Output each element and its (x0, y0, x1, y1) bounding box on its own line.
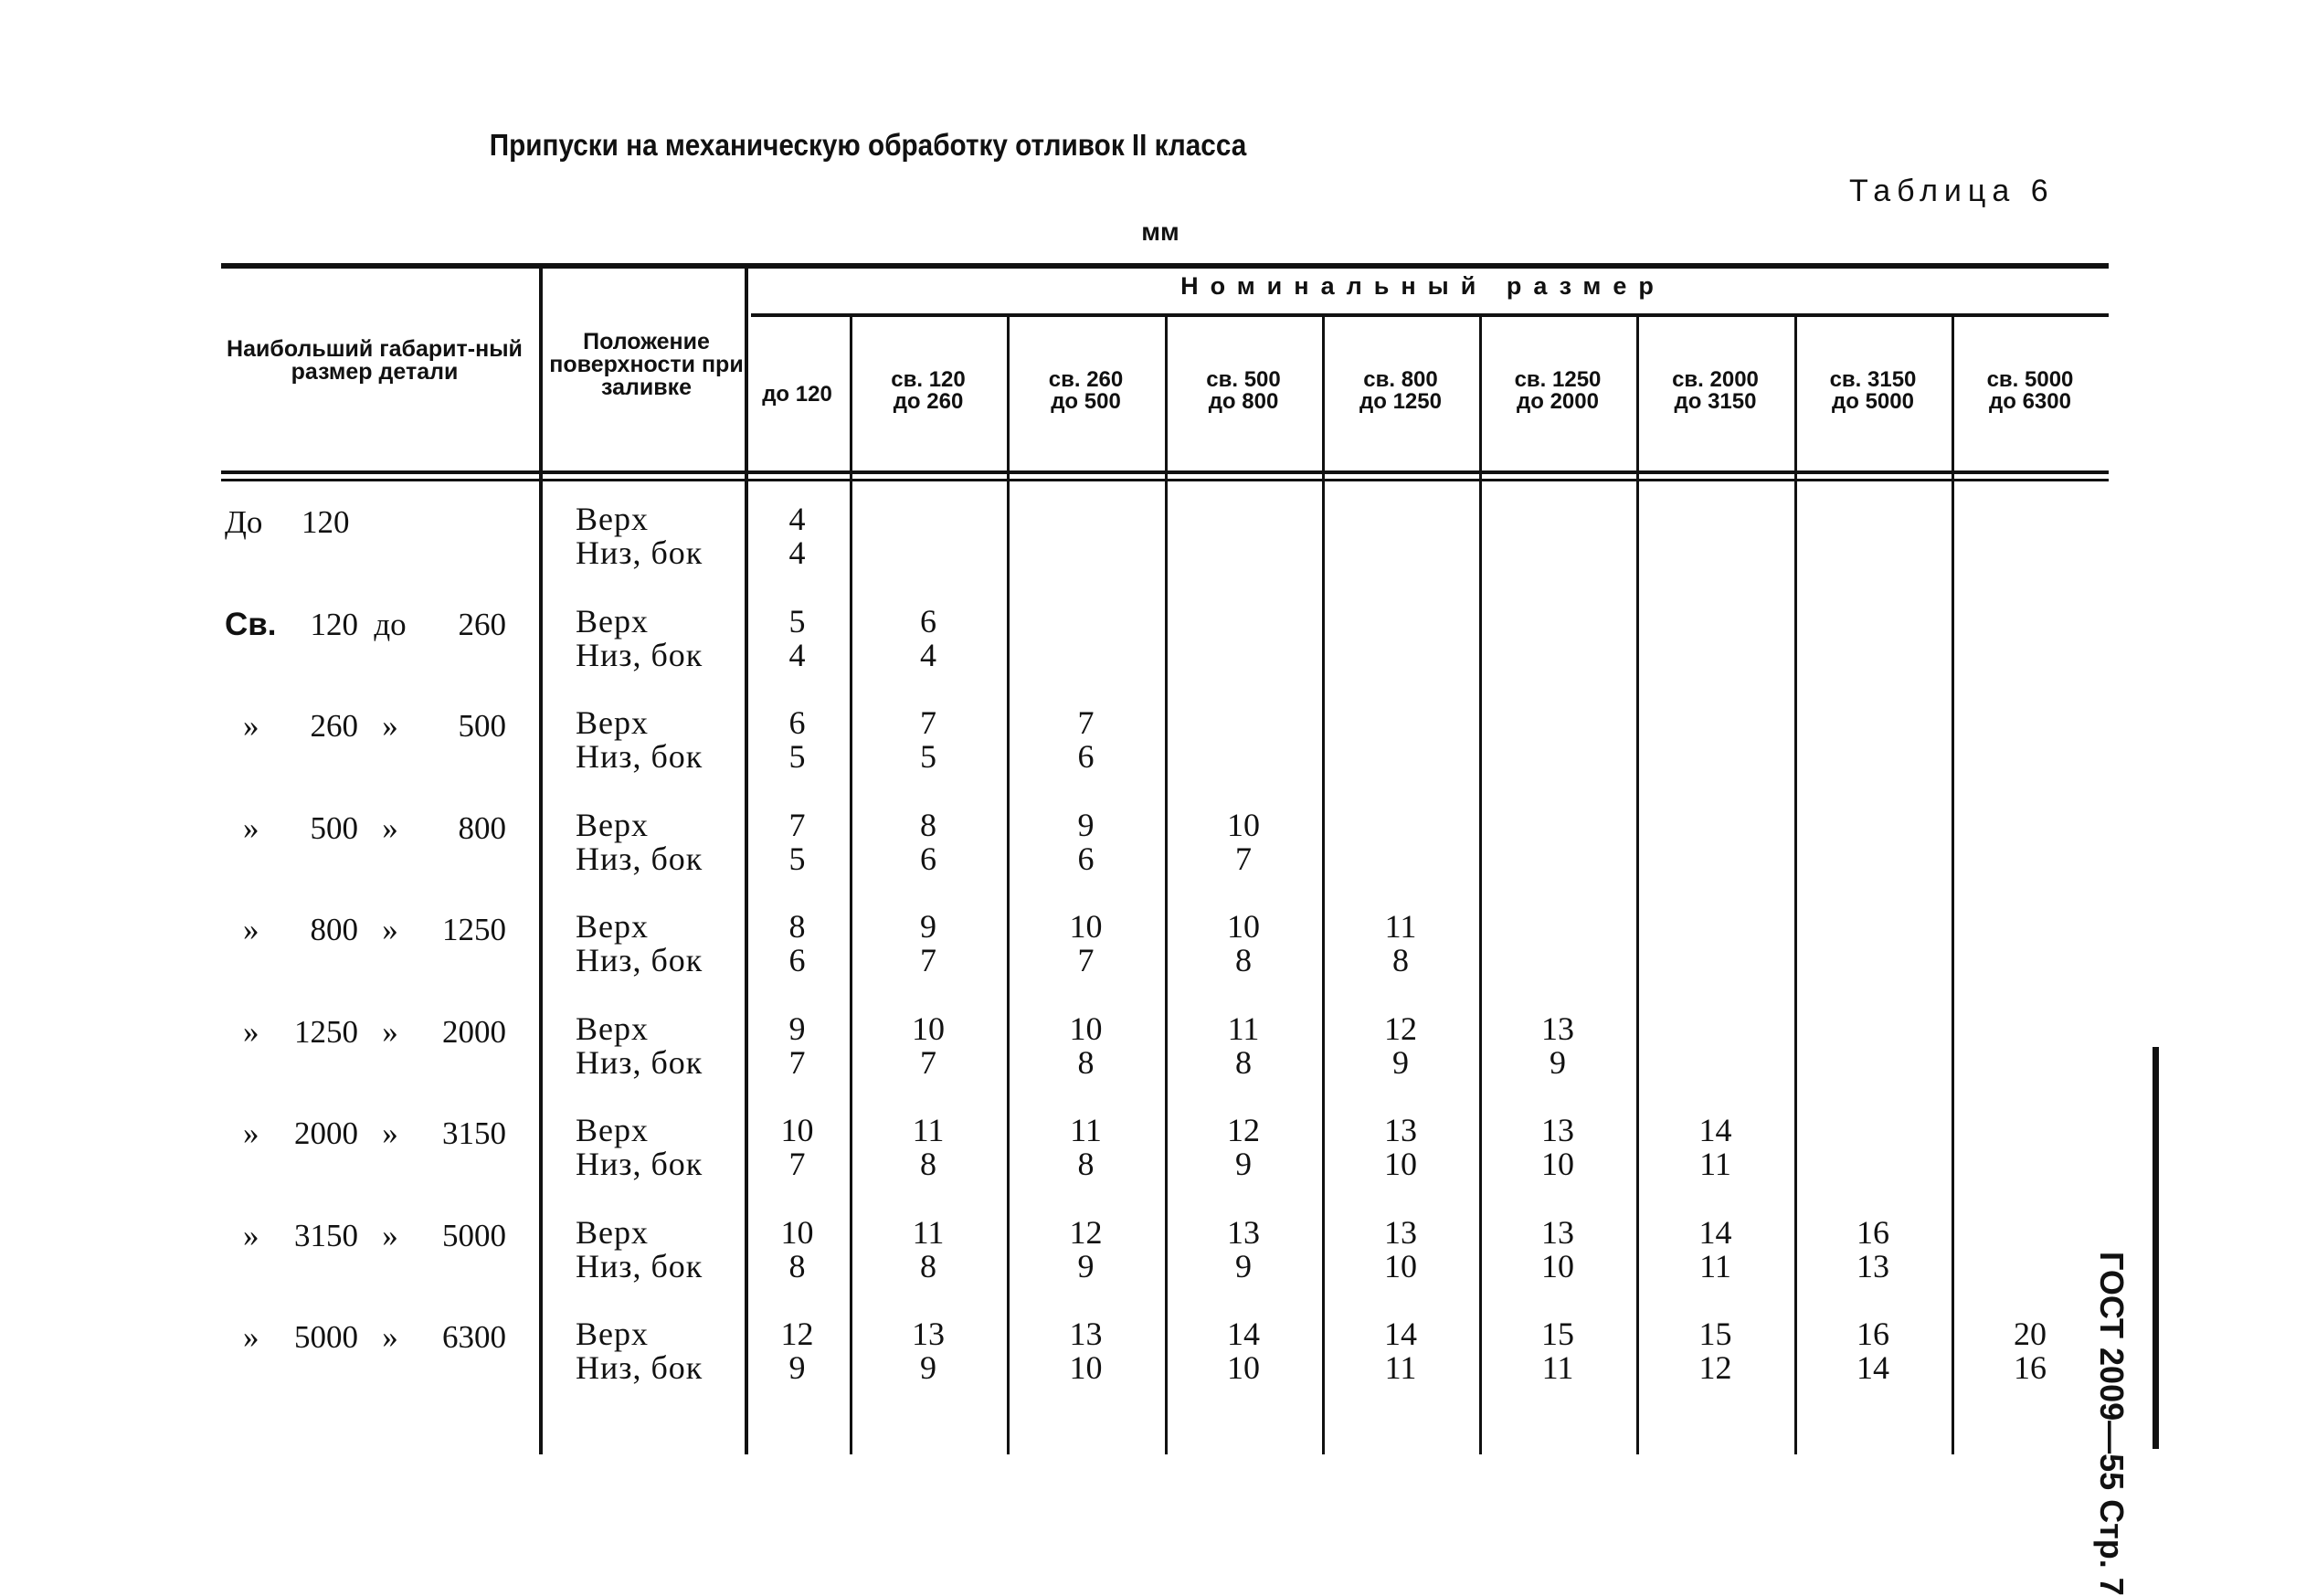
row-size-to: 3150 (442, 1115, 506, 1151)
cell-value-bottom: 12 (1698, 1349, 1732, 1386)
row-position-top: Верх (576, 1112, 649, 1148)
cell-value-top: 9 (920, 908, 936, 945)
row-size-to: 1250 (442, 912, 506, 947)
nominal-column-header: св. 120 до 260 (891, 367, 966, 414)
cell-value-bottom: 10 (1541, 1146, 1574, 1182)
cell-value-bottom: 8 (1077, 1146, 1095, 1182)
cell-value-top: 16 (1856, 1213, 1889, 1251)
row-size-mid: » (382, 1319, 398, 1355)
cell-value-top: 10 (1227, 806, 1260, 843)
nominal-column-header: до 120 (762, 382, 832, 407)
cell-value-top: 14 (1698, 1213, 1732, 1251)
row-size-from: 3150 (294, 1217, 358, 1253)
cell-value-bottom: 5 (788, 738, 806, 775)
row-size-prefix: » (243, 708, 259, 744)
cell-value-bottom: 9 (1235, 1247, 1252, 1284)
cell-value-top: 9 (1077, 806, 1095, 843)
nominal-column-header: св. 260 до 500 (1048, 367, 1124, 414)
nominal-column-header: св. 2000 до 3150 (1672, 367, 1759, 414)
cell-value-bottom: 13 (1856, 1247, 1889, 1284)
table-title: Припуски на механическую обработку отливок II класса (489, 128, 1247, 162)
column-rule (1007, 317, 1010, 1454)
cell-value-top: 6 (788, 704, 806, 741)
cell-value-top: 13 (1384, 1112, 1417, 1148)
row-position-bottom: Низ, бок (576, 636, 703, 673)
cell-value-top: 10 (912, 1009, 945, 1047)
row-size-from: 120 (301, 504, 350, 540)
row-size-prefix: Св. (225, 606, 277, 642)
row-size-prefix: » (243, 1013, 259, 1050)
cell-value-top: 10 (1069, 908, 1103, 945)
cell-value-bottom: 9 (1550, 1043, 1566, 1081)
cell-value-bottom: 7 (788, 1043, 806, 1081)
row-size-prefix: До (225, 504, 263, 540)
cell-value-bottom: 6 (920, 840, 936, 877)
cell-value-top: 7 (788, 806, 806, 843)
cell-value-top: 13 (1541, 1213, 1574, 1251)
cell-value-top: 12 (1069, 1213, 1103, 1251)
cell-value-top: 11 (912, 1112, 945, 1148)
cell-value-bottom: 8 (1392, 942, 1409, 978)
cell-value-bottom: 10 (1384, 1146, 1417, 1182)
cell-value-bottom: 8 (920, 1247, 936, 1284)
cell-value-bottom: 11 (1699, 1146, 1731, 1182)
cell-value-bottom: 14 (1856, 1349, 1889, 1386)
row-size-prefix: » (243, 809, 259, 846)
cell-value-top: 15 (1541, 1316, 1574, 1352)
cell-value-top: 10 (780, 1112, 814, 1148)
row-size-prefix: » (243, 1115, 259, 1151)
cell-value-bottom: 6 (1077, 840, 1095, 877)
nominal-column-header: св. 500 до 800 (1206, 367, 1281, 414)
row-size-mid: » (382, 1115, 398, 1151)
row-size-to: 500 (458, 708, 506, 744)
cell-value-top: 5 (788, 602, 806, 639)
table-top-rule (221, 263, 2109, 269)
header-surface-position: Положение поверхности при заливке (549, 329, 744, 400)
cell-value-top: 11 (912, 1213, 945, 1251)
cell-value-top: 8 (920, 806, 936, 843)
cell-value-bottom: 9 (1392, 1043, 1409, 1081)
cell-value-bottom: 7 (920, 942, 936, 978)
side-page-note: ГОСТ 2009—55 Стр. 7 (2093, 1252, 2131, 1596)
cell-value-bottom: 9 (1077, 1247, 1095, 1284)
cell-value-top: 10 (780, 1213, 814, 1251)
row-size-mid: до (374, 606, 407, 642)
row-position-bottom: Низ, бок (576, 534, 703, 571)
row-position-top: Верх (576, 1213, 649, 1251)
cell-value-bottom: 11 (1384, 1349, 1417, 1386)
cell-value-bottom: 10 (1384, 1247, 1417, 1284)
row-size-from: 500 (310, 809, 358, 846)
cell-value-top: 13 (1541, 1009, 1574, 1047)
cell-value-top: 16 (1856, 1316, 1889, 1352)
cell-value-bottom: 7 (1077, 942, 1095, 978)
cell-value-bottom: 4 (788, 636, 806, 673)
row-size-from: 1250 (294, 1013, 358, 1050)
cell-value-bottom: 8 (920, 1146, 936, 1182)
column-rule (1322, 317, 1325, 1454)
row-size-prefix: » (243, 1319, 259, 1355)
cell-value-bottom: 6 (788, 942, 806, 978)
cell-value-bottom: 9 (1235, 1146, 1252, 1182)
row-position-top: Верх (576, 602, 649, 639)
header-detail-size: Наибольший габарит-ный размер детали (227, 336, 523, 385)
row-position-bottom: Низ, бок (576, 1146, 703, 1182)
cell-value-bottom: 16 (2014, 1349, 2047, 1386)
cell-value-top: 14 (1698, 1112, 1732, 1148)
row-size-to: 2000 (442, 1013, 506, 1050)
cell-value-bottom: 7 (920, 1043, 936, 1081)
cell-value-top: 6 (920, 602, 936, 639)
cell-value-top: 10 (1227, 908, 1260, 945)
column-rule (539, 263, 543, 1454)
cell-value-top: 13 (912, 1316, 945, 1352)
cell-value-top: 15 (1698, 1316, 1732, 1352)
cell-value-top: 10 (1069, 1009, 1103, 1047)
row-size-mid: » (382, 809, 398, 846)
cell-value-bottom: 10 (1541, 1247, 1574, 1284)
cell-value-top: 12 (1227, 1112, 1260, 1148)
row-position-bottom: Низ, бок (576, 1247, 703, 1284)
nominal-column-header: св. 1250 до 2000 (1514, 367, 1602, 414)
cell-value-top: 8 (788, 908, 806, 945)
row-size-from: 2000 (294, 1115, 358, 1151)
column-rule (850, 317, 852, 1454)
cell-value-top: 13 (1384, 1213, 1417, 1251)
row-position-top: Верх (576, 1316, 649, 1352)
cell-value-bottom: 10 (1069, 1349, 1103, 1386)
cell-value-bottom: 4 (788, 534, 806, 571)
row-position-top: Верх (576, 806, 649, 843)
row-size-prefix: » (243, 1217, 259, 1253)
nominal-column-header: св. 3150 до 5000 (1829, 367, 1917, 414)
row-size-mid: » (382, 1217, 398, 1253)
column-rule (1479, 317, 1482, 1454)
nominal-column-header: св. 800 до 1250 (1359, 367, 1442, 414)
side-margin-rule (2153, 1047, 2159, 1449)
row-position-bottom: Низ, бок (576, 1349, 703, 1386)
cell-value-top: 20 (2014, 1316, 2047, 1352)
cell-value-bottom: 7 (788, 1146, 806, 1182)
cell-value-bottom: 8 (1235, 942, 1252, 978)
cell-value-top: 13 (1541, 1112, 1574, 1148)
row-position-bottom: Низ, бок (576, 942, 703, 978)
cell-value-top: 7 (920, 704, 936, 741)
row-size-from: 260 (310, 708, 358, 744)
nominal-column-header: св. 5000 до 6300 (1986, 367, 2074, 414)
row-size-prefix: » (243, 912, 259, 947)
row-size-to: 260 (458, 606, 506, 642)
row-position-top: Верх (576, 1009, 649, 1047)
row-position-top: Верх (576, 501, 649, 537)
row-size-mid: » (382, 708, 398, 744)
cell-value-bottom: 6 (1077, 738, 1095, 775)
row-position-top: Верх (576, 704, 649, 741)
cell-value-bottom: 10 (1227, 1349, 1260, 1386)
column-rule (1636, 317, 1639, 1454)
column-rule (1165, 317, 1168, 1454)
cell-value-top: 7 (1077, 704, 1095, 741)
row-position-bottom: Низ, бок (576, 1043, 703, 1081)
cell-value-bottom: 7 (1235, 840, 1252, 877)
column-rule (1952, 317, 1954, 1454)
cell-value-bottom: 8 (788, 1247, 806, 1284)
cell-value-bottom: 11 (1699, 1247, 1731, 1284)
cell-value-top: 13 (1227, 1213, 1260, 1251)
cell-value-bottom: 4 (920, 636, 936, 673)
row-position-bottom: Низ, бок (576, 840, 703, 877)
row-size-mid: » (382, 1013, 398, 1050)
cell-value-bottom: 9 (788, 1349, 806, 1386)
nominal-group-rule (751, 313, 2109, 317)
cell-value-top: 9 (788, 1009, 806, 1047)
cell-value-top: 12 (780, 1316, 814, 1352)
cell-value-top: 13 (1069, 1316, 1103, 1352)
cell-value-top: 14 (1384, 1316, 1417, 1352)
cell-value-bottom: 5 (920, 738, 936, 775)
row-size-mid: » (382, 912, 398, 947)
unit-label: мм (1141, 217, 1179, 246)
row-size-to: 800 (458, 809, 506, 846)
cell-value-bottom: 11 (1541, 1349, 1574, 1386)
header-nominal-size: Номинальный размер (1180, 272, 1666, 300)
cell-value-top: 12 (1384, 1009, 1417, 1047)
cell-value-top: 14 (1227, 1316, 1260, 1352)
cell-value-bottom: 9 (920, 1349, 936, 1386)
cell-value-bottom: 8 (1077, 1043, 1095, 1081)
cell-value-top: 4 (788, 501, 806, 537)
row-size-to: 5000 (442, 1217, 506, 1253)
table-number: Таблица 6 (1849, 174, 2055, 208)
row-size-to: 6300 (442, 1319, 506, 1355)
row-size-from: 120 (310, 606, 358, 642)
row-position-bottom: Низ, бок (576, 738, 703, 775)
row-size-from: 800 (310, 912, 358, 947)
column-rule (1794, 317, 1797, 1454)
row-size-from: 5000 (294, 1319, 358, 1355)
cell-value-bottom: 8 (1235, 1043, 1252, 1081)
cell-value-top: 11 (1070, 1112, 1102, 1148)
cell-value-top: 11 (1227, 1009, 1260, 1047)
cell-value-bottom: 5 (788, 840, 806, 877)
cell-value-top: 11 (1384, 908, 1417, 945)
row-position-top: Верх (576, 908, 649, 945)
